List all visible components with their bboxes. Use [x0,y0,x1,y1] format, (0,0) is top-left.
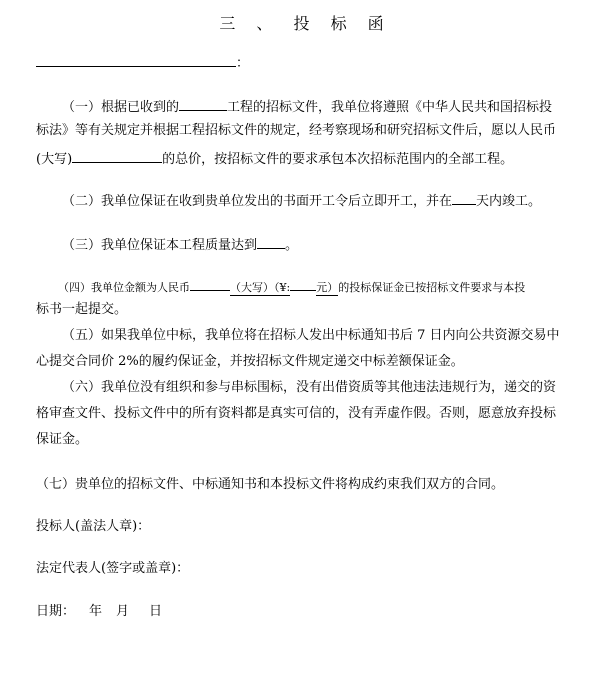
paragraph-5-line-1: （五）如果我单位中标，我单位将在招标人发出中标通知书后 7 日内向公共资源交易中 [62,328,560,343]
date-month: 月 [116,604,130,619]
paragraph-2: （二）我单位保证在收到贵单位发出的书面开工令后立即开工，并在 天内竣工。 [36,190,581,211]
addressee-colon: ： [236,56,250,71]
deposit-amount-blank[interactable] [190,276,230,291]
deposit-yuan-label: 元） [316,281,339,294]
deposit-figure-blank[interactable] [290,276,316,291]
legal-representative-label: 法定代表人(签字或盖章)： [36,561,190,576]
addressee-blank[interactable] [36,52,236,67]
date-line [36,603,581,621]
bidder-signature-label: 投标人(盖法人章)： [36,519,151,534]
paragraph-6-line-1: （六）我单位没有组织和参与串标围标，没有出借资质等其他违法违规行为，递交的资 [62,380,557,395]
paragraph-4-line-2: 标书一起提交。 [36,302,128,317]
paragraph-1-line-3: (大写) 的总价，按招标文件的要求承包本次招标范围内的全部工程。 [36,148,581,169]
date-label: 日期： [36,604,76,619]
paragraph-5-line-2: 心提交合同价 2%的履约保证金，并按招标文件规定递交中标差额保证金。 [36,354,464,369]
completion-days-blank[interactable] [452,190,476,205]
paragraph-1-line-2: 标法》等有关规定并根据工程招标文件的规定，经考察现场和研究招标文件后，愿以人民币 [36,123,557,138]
date-year: 年 [89,604,103,619]
project-name-blank[interactable] [179,96,227,111]
date-day: 日 [149,604,163,619]
total-price-blank[interactable] [72,148,162,163]
deposit-capital-label: （大写）（¥: [230,281,291,294]
quality-blank[interactable] [257,234,285,249]
paragraph-7: （七）贵单位的招标文件、中标通知书和本投标文件将构成约束我们双方的合同。 [36,477,505,492]
paragraph-1-line-1: （一）根据已收到的 工程的招标文件，我单位将遵照《中华人民共和国招标投 [36,96,581,117]
paragraph-6-line-2: 格审查文件、投标文件中的所有资料都是真实可信的，没有弄虚作假。否则，愿意放弃投标 [36,406,557,421]
paragraph-6-line-3: 保证金。 [36,432,89,447]
page-title: 三 、 投 标 函 [219,14,392,33]
paragraph-4-line-1: （四）我单位金额为人民币 （大写）（¥: 元）的投标保证金已按招标文件要求与本投 [36,276,581,297]
paragraph-3: （三）我单位保证本工程质量达到 。 [36,234,581,255]
addressee-line [36,52,249,73]
